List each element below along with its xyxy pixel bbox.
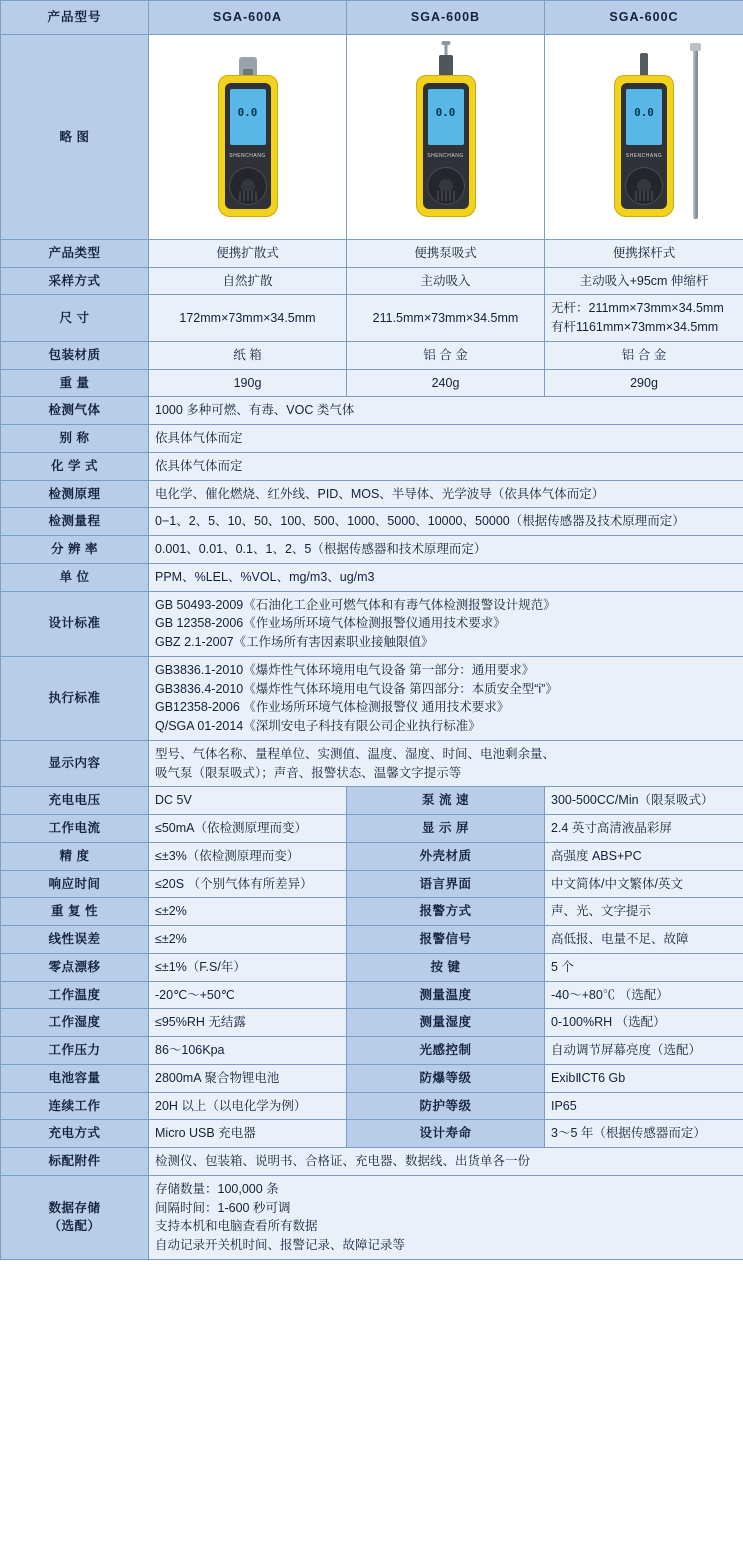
display-content-line-1: 型号、气体名称、量程单位、实测值、温度、湿度、时间、电池剩余量、: [155, 746, 556, 761]
row-label-data-storage: [1, 1175, 149, 1259]
data-storage-label-line1: 数据存储: [48, 1200, 101, 1215]
cell-light-sensor: 自动调节屏幕亮度（选配）: [545, 1037, 743, 1065]
device-screen: [626, 89, 662, 145]
design-standard-line-3: GBZ 2.1-2007《工作场所有害因素职业接触限值》: [155, 635, 434, 649]
cell-exec-standard: [149, 656, 743, 740]
cell-shell-material: 高强度 ABS+PC: [545, 842, 743, 870]
row-label-protection-grade: 防护等级: [347, 1092, 545, 1120]
cell-pump-flow: 300-500CC/Min（限泵吸式）: [545, 787, 743, 815]
row-label-charge-voltage: 充电电压: [1, 787, 149, 815]
data-storage-line-3: 支持本机和电脑查看所有数据: [155, 1219, 318, 1234]
device-face: [621, 83, 667, 209]
cell-display-content: [149, 740, 743, 787]
row-label-buttons: 按 键: [347, 953, 545, 981]
cell-size-a: 172mm×73mm×34.5mm: [149, 295, 347, 342]
data-storage-line-1: 存储数量：100,000 条: [155, 1181, 279, 1196]
exec-standard-line-3: GB12358-2006 《作业场所环境气体检测报警仪 通用技术要求》: [155, 700, 510, 715]
device-brand-label: SHENCHANG: [427, 153, 464, 159]
table-row: [1, 425, 743, 453]
device-body: [218, 75, 278, 217]
row-label-response-time: 响应时间: [1, 870, 149, 898]
cell-size-c-line1: 无杆：211mm×73mm×34.5mm: [551, 301, 724, 316]
cell-sampling-c: 主动吸入+95cm 伸缩杆: [545, 267, 743, 295]
diagram-row: [1, 35, 743, 240]
display-content-line-2: 吸气泵（限泵吸式）；声音、报警状态、温馨文字提示等: [155, 765, 462, 780]
cell-product-type-a: 便携扩散式: [149, 239, 347, 267]
row-label-working-pressure: 工作压力: [1, 1037, 149, 1065]
row-label-weight: 重 量: [1, 369, 149, 397]
row-label-language: 语言界面: [347, 870, 545, 898]
diagram-cell-c: [545, 35, 743, 240]
row-label-charge-mode: 充电方式: [1, 1120, 149, 1148]
header-model-a: SGA-600A: [149, 1, 347, 35]
device-brand-label: SHENCHANG: [229, 153, 266, 159]
data-storage-label-line2: （选配）: [48, 1219, 101, 1234]
table-row: [1, 1092, 743, 1120]
cell-weight-b: 240g: [347, 369, 545, 397]
cell-principle: 电化学、催化燃烧、红外线、PID、MOS、半导体、光学波导（依具体气体而定）: [149, 480, 743, 508]
device-speaker-grill: [633, 191, 655, 201]
cell-weight-a: 190g: [149, 369, 347, 397]
cell-measure-temp: -40〜+80℃ （选配）: [545, 981, 743, 1009]
table-row: [1, 1120, 743, 1148]
row-label-working-humidity: 工作湿度: [1, 1009, 149, 1037]
device-screen-reading: 0.0: [237, 106, 258, 119]
diagram-cell-b: [347, 35, 545, 240]
table-header-row: [1, 1, 743, 35]
row-label-alarm-signal: 报警信号: [347, 926, 545, 954]
header-model-b: SGA-600B: [347, 1, 545, 35]
device-screen-reading: 0.0: [634, 106, 654, 119]
cell-protection-grade: IP65: [545, 1092, 743, 1120]
row-label-alias: 别 称: [1, 425, 149, 453]
table-row: [1, 740, 743, 787]
cell-working-temp: -20℃〜+50℃: [149, 981, 347, 1009]
row-label-design-standard: 设计标准: [1, 591, 149, 656]
row-label-measure-humidity: 测量湿度: [347, 1009, 545, 1037]
row-label-alarm-mode: 报警方式: [347, 898, 545, 926]
row-label-zero-drift: 零点漂移: [1, 953, 149, 981]
cell-language: 中文简体/中文繁体/英文: [545, 870, 743, 898]
cell-packaging-c: 铝 合 金: [545, 341, 743, 369]
row-label-explosion-grade: 防爆等级: [347, 1064, 545, 1092]
table-row: [1, 870, 743, 898]
device-speaker-grill: [435, 191, 457, 201]
cell-measure-humidity: 0-100%RH （选配）: [545, 1009, 743, 1037]
cell-battery-capacity: 2800mA 聚合物锂电池: [149, 1064, 347, 1092]
cell-size-c: [545, 295, 743, 342]
row-label-design-life: 设计寿命: [347, 1120, 545, 1148]
table-row: [1, 591, 743, 656]
row-label-display-content: 显示内容: [1, 740, 149, 787]
row-label-unit: 单 位: [1, 563, 149, 591]
table-row: [1, 1009, 743, 1037]
device-speaker-grill: [237, 191, 259, 201]
device-face: [225, 83, 271, 209]
device-screen-reading: 0.0: [435, 106, 456, 119]
telescopic-probe-icon: [693, 49, 698, 219]
row-label-resolution: 分 辨 率: [1, 536, 149, 564]
cell-zero-drift: ≤±1%（F.S/年）: [149, 953, 347, 981]
table-row: [1, 397, 743, 425]
cell-sampling-b: 主动吸入: [347, 267, 545, 295]
table-row: [1, 452, 743, 480]
design-standard-line-2: GB 12358-2006《作业场所环境气体检测报警仪通用技术要求》: [155, 616, 506, 631]
exec-standard-line-1: GB3836.1-2010《爆炸性气体环境用电气设备 第一部分：通用要求》: [155, 662, 535, 677]
diagram-cell-a: [149, 35, 347, 240]
cell-resolution: 0.001、0.01、0.1、1、2、5（根据传感器和技术原理而定）: [149, 536, 743, 564]
row-label-pump-flow: 泵 流 速: [347, 787, 545, 815]
cell-working-humidity: ≤95%RH 无结露: [149, 1009, 347, 1037]
row-label-measure-temp: 测量温度: [347, 981, 545, 1009]
device-brand-label: SHENCHANG: [625, 153, 663, 159]
row-label-accessories: 标配附件: [1, 1148, 149, 1176]
device-body: [614, 75, 674, 217]
device-face: [423, 83, 469, 209]
table-row: [1, 239, 743, 267]
row-label-display-screen: 显 示 屏: [347, 815, 545, 843]
cell-explosion-grade: ExibⅡCT6 Gb: [545, 1064, 743, 1092]
device-screen: [428, 89, 464, 145]
cell-formula: 依具体气体而定: [149, 452, 743, 480]
design-standard-line-1: GB 50493-2009《石油化工企业可燃气体和有毒气体检测报警设计规范》: [155, 597, 556, 612]
device-sga-600c: [584, 39, 704, 229]
row-label-packaging: 包装材质: [1, 341, 149, 369]
row-label-working-temp: 工作温度: [1, 981, 149, 1009]
device-body: [416, 75, 476, 217]
cell-alarm-mode: 声、光、文字提示: [545, 898, 743, 926]
exec-standard-line-2: GB3836.4-2010《爆炸性气体环境用电气设备 第四部分：本质安全型“i”》: [155, 681, 558, 696]
row-label-shell-material: 外壳材质: [347, 842, 545, 870]
table-row: [1, 508, 743, 536]
table-row: [1, 981, 743, 1009]
cell-data-storage: [149, 1175, 743, 1259]
table-row: [1, 267, 743, 295]
table-row: [1, 1148, 743, 1176]
cell-weight-c: 290g: [545, 369, 743, 397]
cell-response-time: ≤20S （个别气体有所差异）: [149, 870, 347, 898]
cell-charge-mode: Micro USB 充电器: [149, 1120, 347, 1148]
cell-packaging-b: 铝 合 金: [347, 341, 545, 369]
diagram-row-label: 略 图: [1, 35, 149, 240]
table-row: [1, 898, 743, 926]
cell-display-screen: 2.4 英寸高清液晶彩屏: [545, 815, 743, 843]
cell-linearity-error: ≤±2%: [149, 926, 347, 954]
cell-design-standard: [149, 591, 743, 656]
row-label-size: 尺 寸: [1, 295, 149, 342]
table-row: [1, 295, 743, 342]
table-row: [1, 656, 743, 740]
table-row: [1, 787, 743, 815]
data-storage-line-4: 自动记录开关机时间、报警记录、故障记录等: [155, 1238, 406, 1252]
device-sga-600a: [188, 39, 308, 229]
row-label-battery-capacity: 电池容量: [1, 1064, 149, 1092]
cell-detect-gas: 1000 多种可燃、有毒、VOC 类气体: [149, 397, 743, 425]
row-label-principle: 检测原理: [1, 480, 149, 508]
cell-product-type-b: 便携泵吸式: [347, 239, 545, 267]
table-row: [1, 341, 743, 369]
probe-tip-icon: [690, 43, 701, 51]
header-model-c: SGA-600C: [545, 1, 743, 35]
device-screen: [230, 89, 266, 145]
row-label-accuracy: 精 度: [1, 842, 149, 870]
table-row: [1, 815, 743, 843]
cell-buttons: 5 个: [545, 953, 743, 981]
header-label: 产品型号: [1, 1, 149, 35]
table-row: [1, 926, 743, 954]
row-label-working-current: 工作电流: [1, 815, 149, 843]
table-row: [1, 369, 743, 397]
table-row: [1, 536, 743, 564]
row-label-linearity-error: 线性误差: [1, 926, 149, 954]
cell-product-type-c: 便携探杆式: [545, 239, 743, 267]
row-label-continuous-work: 连续工作: [1, 1092, 149, 1120]
cell-packaging-a: 纸 箱: [149, 341, 347, 369]
data-storage-line-2: 间隔时间：1-600 秒可调: [155, 1200, 291, 1215]
cell-alias: 依具体气体而定: [149, 425, 743, 453]
table-row: [1, 1175, 743, 1259]
row-label-light-sensor: 光感控制: [347, 1037, 545, 1065]
table-row: [1, 1064, 743, 1092]
row-label-repeatability: 重 复 性: [1, 898, 149, 926]
cell-alarm-signal: 高低报、电量不足、故障: [545, 926, 743, 954]
table-row: [1, 953, 743, 981]
cell-sampling-a: 自然扩散: [149, 267, 347, 295]
row-label-exec-standard: 执行标准: [1, 656, 149, 740]
cell-continuous-work: 20H 以上（以电化学为例）: [149, 1092, 347, 1120]
cell-working-current: ≤50mA（依检测原理而变）: [149, 815, 347, 843]
table-row: [1, 480, 743, 508]
device-sga-600b: [386, 39, 506, 229]
cell-unit: PPM、%LEL、%VOL、mg/m3、ug/m3: [149, 563, 743, 591]
cell-design-life: 3〜5 年（根据传感器而定）: [545, 1120, 743, 1148]
row-label-formula: 化 学 式: [1, 452, 149, 480]
cell-accuracy: ≤±3%（依检测原理而变）: [149, 842, 347, 870]
row-label-range: 检测量程: [1, 508, 149, 536]
row-label-product-type: 产品类型: [1, 239, 149, 267]
cell-size-c-line2: 有杆1161mm×73mm×34.5mm: [551, 320, 719, 334]
cell-charge-voltage: DC 5V: [149, 787, 347, 815]
exec-standard-line-4: Q/SGA 01-2014《深圳安电子科技有限公司企业执行标准》: [155, 719, 481, 733]
cell-range: 0−1、2、5、10、50、100、500、1000、5000、10000、50000（根据传感器及技术原理而定）: [149, 508, 743, 536]
cell-size-b: 211.5mm×73mm×34.5mm: [347, 295, 545, 342]
table-row: [1, 563, 743, 591]
row-label-detect-gas: 检测气体: [1, 397, 149, 425]
row-label-sampling: 采样方式: [1, 267, 149, 295]
cell-working-pressure: 86〜106Kpa: [149, 1037, 347, 1065]
cell-accessories: 检测仪、包装箱、说明书、合格证、充电器、数据线、出货单各一份: [149, 1148, 743, 1176]
table-row: [1, 842, 743, 870]
cell-repeatability: ≤±2%: [149, 898, 347, 926]
table-row: [1, 1037, 743, 1065]
